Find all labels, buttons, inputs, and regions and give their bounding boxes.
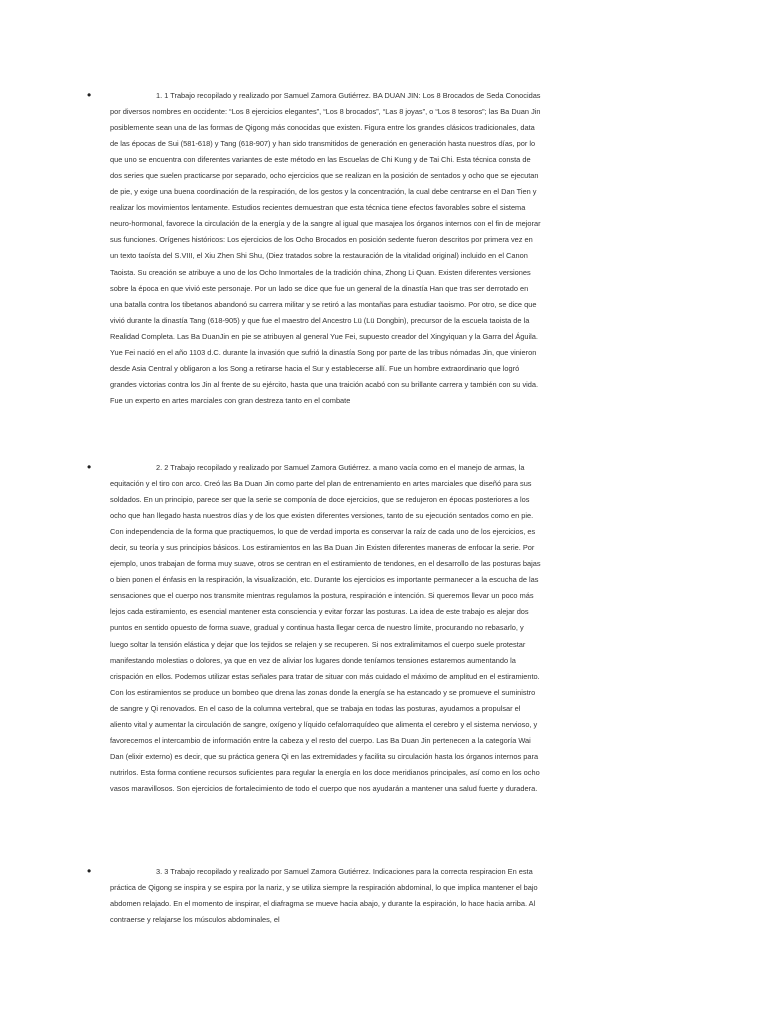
bullet-icon: • <box>87 88 92 102</box>
paragraph-text: 3. 3 Trabajo recopilado y realizado por Samuel Zamora Gutiérrez. Indicaciones para la correcta respiracion En esta práctica de Qigong se inspira y se espira por la nariz, y se utiliza siempre la respiración abdominal, lo que implica mantener el bajo abdomen relajado. En el momento de inspirar, el diafragma se mueve hacia abajo, y durante la espiración, lo hace hacia arriba. Al contraerse y relajarse los músculos abdominales, el <box>110 867 538 925</box>
list-item <box>87 88 542 409</box>
list-item <box>87 864 542 928</box>
list-item <box>87 460 542 797</box>
bullet-icon: • <box>87 460 92 474</box>
paragraph-text: 2. 2 Trabajo recopilado y realizado por Samuel Zamora Gutiérrez. a mano vacía como en el manejo de armas, la equitación y el tiro con arco. Creó las Ba Duan Jin como parte del plan de entrenamiento en artes marciales que diseñó para sus soldados. En un principio, parece ser que la serie se componía de doce ejercicios, que se redujeron en épocas posteriores a los ocho que han llegado hasta nuestros días y de los que existen diferentes versiones, tanto de su ejecución sentados como en pie. Con independencia de la forma que practiquemos, lo que de verdad importa es conservar la raíz de cada uno de los ejercicios, es decir, su teoría y sus principios básicos. Los estiramientos en las Ba Duan Jin Existen diferentes maneras de enfocar la serie. Por ejemplo, unos trabajan de forma muy suave, otros se centran en el estiramiento de tendones, en el desarrollo de las posturas bajas o bien ponen el énfasis en la respiración, la visualización, etc. Durante los ejercicios es importante permanecer a la escucha de las sensaciones que el cuerpo nos transmite mientras regulamos la postura, respiración e intención. Si queremos llevar un poco más lejos cada estiramiento, es esencial mantener esta consciencia y evitar forzar las posturas. La idea de este trabajo es alejar dos puntos en sentido opuesto de forma suave, gradual y continua hasta llegar cerca de nuestro límite, procurando no rebasarlo, y luego soltar la tensión elástica y dejar que los tejidos se relajen y se recuperen. Si nos extralimitamos el cuerpo suele protestar manifestando molestias o dolores, ya que en vez de aliviar los lugares donde teníamos tensiones estaremos aumentando la crispación en ellos. Podemos utilizar estas señales para tratar de situar con más cuidado el máximo de amplitud en el estiramiento. Con los estiramientos se produce un bombeo que drena las zonas donde la energía se ha estancado y se promueve el suministro de sangre y Qi renovados. En el caso de la columna vertebral, que se trabaja en todas las posturas, ayudamos a propulsar el aliento vital y aumentar la circulación de sangre, oxígeno y líquido cefalorraquídeo que alimenta el cerebro y el sistema nervioso, y favorecemos el intercambio de información entre la cabeza y el resto del cuerpo. Las Ba Duan Jin pertenecen a la categoría Wai Dan (elixir externo) es decir, que su práctica genera Qi en las extremidades y facilita su circulación hasta los órganos internos para nutrirlos. Esta forma contiene recursos suficientes para regular la energía en los doce meridianos principales, así como en los ocho vasos maravillosos. Son ejercicios de fortalecimiento de todo el cuerpo que nos ayudarán a mantener una salud fuerte y duradera. <box>110 463 541 793</box>
bullet-icon: • <box>87 864 92 878</box>
paragraph-text: 1. 1 Trabajo recopilado y realizado por Samuel Zamora Gutiérrez. BA DUAN JIN: Los 8 Brocados de Seda Conocidas por diversos nombres en occidente: “Los 8 ejercicios elegantes”, “Los 8 brocados”, “Las 8 joyas”, o “Los 8 tesoros”; las Ba Duan Jin posiblemente sean una de las formas de Qigong más conocidas que existen. Figura entre los grandes clásicos tradicionales, data de las épocas de Sui (581-618) y Tang (618-907) y han sido transmitidos de generación en generación hasta nuestros días, por lo que uno se encuentra con diferentes variantes de este método en las Escuelas de Chi Kung y de Tai Chi. Esta técnica consta de dos series que suelen practicarse por separado, ocho ejercicios que se realizan en la posición de sentados y ocho que se ejecutan de pie, y exige una buena coordinación de la respiración, de los gestos y la concentración, la cual debe centrarse en el Dan Tien y realizar los movimientos lentamente. Estudios recientes demuestran que esta técnica tiene efectos favorables sobre el sistema neuro-hormonal, favorece la circulación de la energía y de la sangre al igual que masajea los órganos internos con el fin de mejorar sus funciones. Orígenes históricos: Los ejercicios de los Ocho Brocados en posición sedente fueron descritos por primera vez en un texto taoísta del S.VIII, el Xiu Zhen Shi Shu, (Diez tratados sobre la restauración de la vitalidad original) incluido en el Canon Taoista. Su creación se atribuye a uno de los Ocho Inmortales de la tradición china, Zhong Li Quan. Existen diferentes versiones sobre la época en que vivió este personaje. Por un lado se dice que fue un general de la dinastía Han que tras ser derrotado en una batalla contra los tibetanos abandonó su carrera militar y se retiró a las montañas para estudiar taoismo. Por otro, se dice que vivió durante la dinastía Tang (618-905) y que fue el maestro del Ancestro Lü (Lü Dongbin), precursor de la escuela taoista de la Realidad Completa. Las Ba DuanJin en pie se atribuyen al general Yue Fei, supuesto creador del Xingyiquan y la Garra del Águila. Yue Fei nació en el año 1103 d.C. durante la invasión que sufrió la dinastía Song por parte de las tribus nómadas Jin, que vinieron desde Asia Central y obligaron a los Song a retirarse hacia el Sur y establecerse allí. Fue un hombre extraordinario que logró grandes victorias contra los Jin al frente de su ejército, hasta que una traición acabó con su brillante carrera y también con su vida. Fue un experto en artes marciales con gran destreza tanto en el combate <box>110 91 541 405</box>
